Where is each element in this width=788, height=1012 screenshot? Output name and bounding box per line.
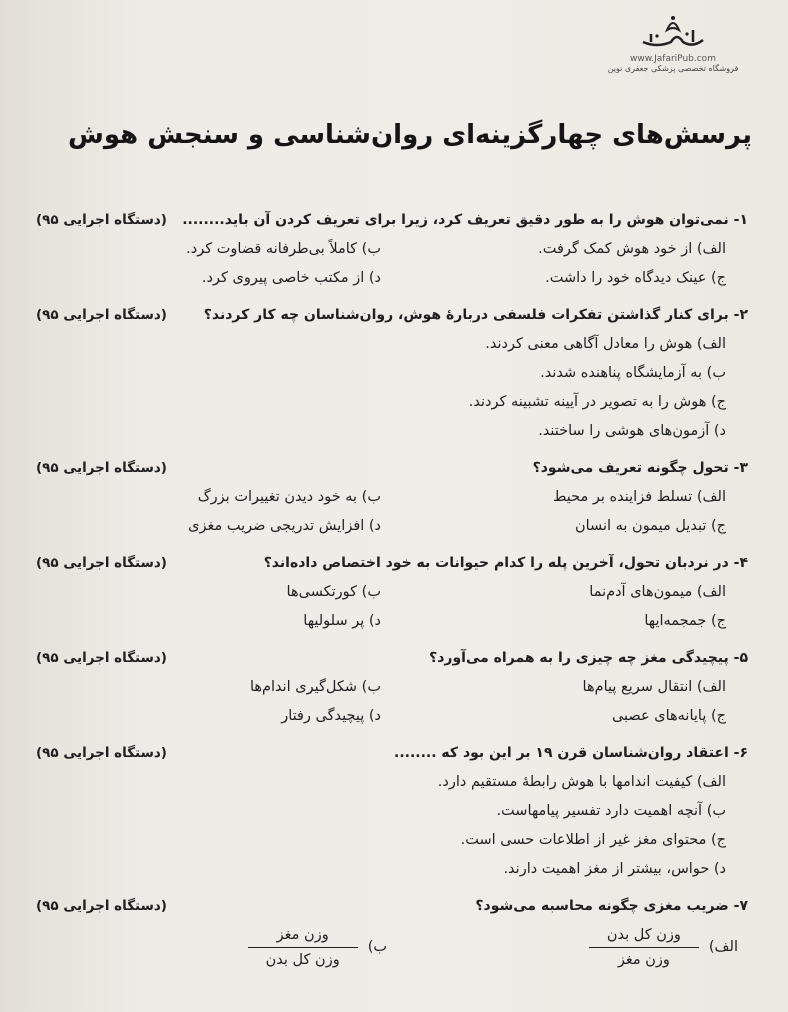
page-title: پرسش‌های چهارگزینه‌ای روان‌شناسی و سنجش هوش — [67, 120, 752, 150]
option-c: ج) جمجمه‌ایها — [644, 613, 726, 629]
option-a: الف) تسلط فزاینده بر محیط — [553, 489, 726, 505]
questions-list — [36, 206, 748, 980]
question-text: ۳- تحول چگونه تعریف می‌شود؟ — [532, 460, 748, 476]
option-a — [387, 923, 738, 972]
option-a: الف) انتقال سریع پیام‌ها — [582, 679, 726, 695]
question-5 — [36, 644, 748, 731]
option-c: ج) محتوای مغز غیر از اطلاعات حسی است. — [460, 832, 726, 848]
jafari-logo-icon — [637, 12, 709, 52]
question-2 — [36, 301, 748, 446]
option-c: ج) عینک دیدگاه خود را داشت. — [545, 270, 726, 286]
fraction-numerator: وزن کل بدن — [589, 923, 699, 948]
fraction-numerator: وزن مغز — [248, 923, 358, 948]
option-b: ب) کاملاً بی‌طرفانه قضاوت کرد. — [186, 241, 381, 257]
option-a: الف) میمون‌های آدم‌نما — [589, 584, 726, 600]
option-b: ب) شکل‌گیری اندام‌ها — [249, 679, 381, 695]
question-source: (دستگاه اجرایی ۹۵) — [36, 307, 167, 323]
option-c: ج) هوش را به تصویر در آیینه تشبینه کردند. — [468, 394, 726, 410]
question-source: (دستگاه اجرایی ۹۵) — [36, 460, 167, 476]
option-d: د) آزمون‌های هوشی را ساختند. — [538, 423, 726, 439]
question-7 — [36, 892, 748, 972]
option-a: الف) از خود هوش کمک گرفت. — [538, 241, 726, 257]
publisher-url: www.JafariPub.com — [630, 54, 716, 64]
option-b: ب) آنچه اهمیت دارد تفسیر پیامهاست. — [496, 803, 726, 819]
fraction — [248, 923, 358, 972]
option-d: د) پر سلولیها — [303, 613, 381, 629]
option-d: د) از مکتب خاصی پیروی کرد. — [201, 270, 381, 286]
option-c: ج) پایانه‌های عصبی — [611, 708, 726, 724]
fraction-denominator: وزن مغز — [617, 952, 670, 968]
option-b: ب) به خود دیدن تغییرات بزرگ — [197, 489, 381, 505]
option-a: الف) کیفیت اندامها با هوش رابطهٔ مستقیم دارد. — [437, 774, 726, 790]
option-b: ب) به آزمایشگاه پناهنده شدند. — [540, 365, 726, 381]
question-source: (دستگاه اجرایی ۹۵) — [36, 555, 167, 571]
question-text: ۴- در نردبان تحول، آخرین پله را کدام حیوانات به خود اختصاص داده‌اند؟ — [263, 555, 748, 571]
question-text: ۵- پیچیدگی مغز چه چیزی را به همراه می‌آورد؟ — [429, 650, 748, 666]
question-6 — [36, 739, 748, 884]
option-label: الف) — [708, 939, 738, 955]
option-d: د) افزایش تدریجی ضریب مغزی — [188, 518, 381, 534]
fraction-denominator: وزن کل بدن — [265, 952, 340, 968]
question-1 — [36, 206, 748, 293]
question-text: ۱- نمی‌توان هوش را به طور دقیق تعریف کرد، زیرا برای تعریف کردن آن باید........ — [182, 212, 748, 228]
question-source: (دستگاه اجرایی ۹۵) — [36, 212, 167, 228]
option-d: د) حواس، بیشتر از مغز اهمیت دارند. — [503, 861, 726, 877]
question-text: ۶- اعتقاد روان‌شناسان قرن ۱۹ بر این بود که ........ — [394, 745, 748, 761]
publisher-logo — [598, 12, 748, 73]
option-b — [36, 923, 387, 972]
question-source: (دستگاه اجرایی ۹۵) — [36, 745, 167, 761]
option-c: ج) تبدیل میمون به انسان — [574, 518, 726, 534]
option-label: ب) — [367, 939, 387, 955]
question-4 — [36, 549, 748, 636]
option-a: الف) هوش را معادل آگاهی معنی کردند. — [485, 336, 726, 352]
option-b: ب) کورتکسی‌ها — [286, 584, 381, 600]
question-text: ۲- برای کنار گذاشتن تفکرات فلسفی دربارهٔ هوش، روان‌شناسان چه کار کردند؟ — [203, 307, 748, 323]
question-source: (دستگاه اجرایی ۹۵) — [36, 898, 167, 914]
question-source: (دستگاه اجرایی ۹۵) — [36, 650, 167, 666]
question-text: ۷- ضریب مغزی چگونه محاسبه می‌شود؟ — [475, 898, 748, 914]
option-d: د) پیچیدگی رفتار — [281, 708, 381, 724]
question-3 — [36, 454, 748, 541]
fraction — [589, 923, 699, 972]
publisher-shop-name: فروشگاه تخصصی پزشکی جعفری نوین — [607, 64, 739, 73]
